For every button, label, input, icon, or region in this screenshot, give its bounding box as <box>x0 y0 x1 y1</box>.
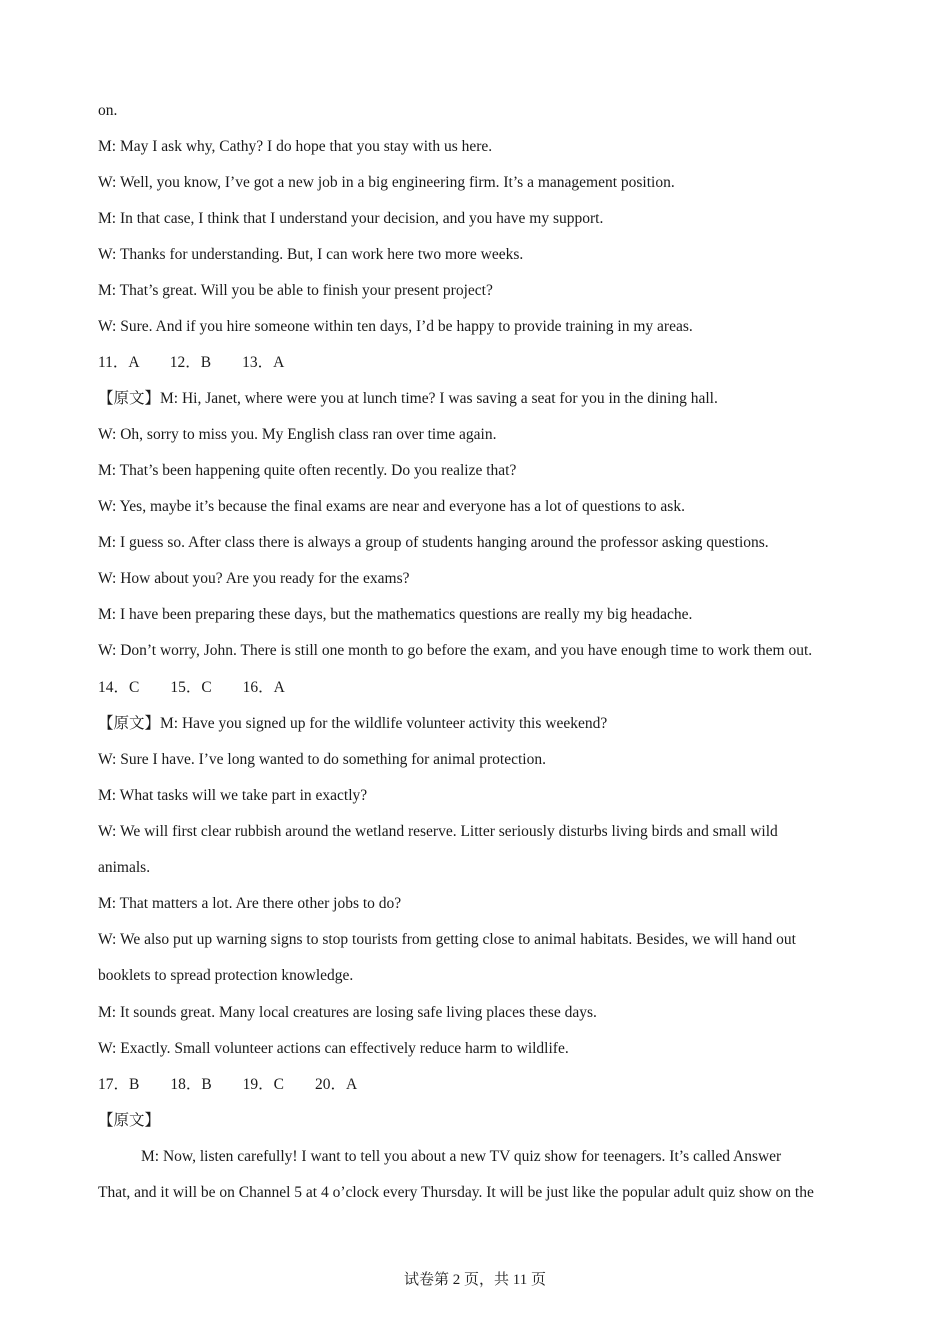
text-line: M: May I ask why, Cathy? I do hope that you stay with us here. <box>98 138 493 155</box>
text-line: W: Sure I have. I’ve long wanted to do something for animal protection. <box>98 751 546 768</box>
text-line: booklets to spread protection knowledge. <box>98 967 354 984</box>
transcript-start: 【原文】M: Have you signed up for the wildlife volunteer activity this weekend? <box>98 715 608 732</box>
text-line: W: Oh, sorry to miss you. My English class ran over time again. <box>98 426 497 443</box>
page-footer: 试卷第 2 页，共 11 页 <box>404 1272 546 1288</box>
text-line: W: Thanks for understanding. But, I can work here two more weeks. <box>98 246 524 263</box>
text-line: M: Now, listen carefully! I want to tell you about a new TV quiz show for teenagers. It’s called Answer <box>141 1148 782 1165</box>
transcript-start: 【原文】M: Hi, Janet, where were you at lunch time? I was saving a seat for you in the dining hall. <box>98 390 718 407</box>
text-line: W: Sure. And if you hire someone within ten days, I’d be happy to provide training in my areas. <box>98 318 693 335</box>
text-line: W: Exactly. Small volunteer actions can effectively reduce harm to wildlife. <box>98 1040 569 1057</box>
text-line: W: Well, you know, I’ve got a new job in a big engineering firm. It’s a management position. <box>98 174 675 191</box>
text-line: That, and it will be on Channel 5 at 4 o’clock every Thursday. It will be just like the popular adult quiz show on the <box>98 1184 814 1201</box>
text-line: M: That matters a lot. Are there other jobs to do? <box>98 895 402 912</box>
text-line: M: What tasks will we take part in exactly? <box>98 787 368 804</box>
answer-key-line: 17．B 18．B 19．C 20．A <box>98 1076 358 1093</box>
text-line: M: That’s been happening quite often recently. Do you realize that? <box>98 462 517 479</box>
transcript-label: 【原文】 <box>98 1112 161 1129</box>
text-line: W: We will first clear rubbish around the wetland reserve. Litter seriously disturbs living birds and small wild <box>98 823 778 840</box>
text-line: M: I have been preparing these days, but the mathematics questions are really my big headache. <box>98 606 693 623</box>
text-line: M: That’s great. Will you be able to finish your present project? <box>98 282 493 299</box>
answer-key-line: 11．A 12．B 13．A <box>98 354 285 371</box>
text-line: M: I guess so. After class there is always a group of students hanging around the professor asking questions. <box>98 534 769 551</box>
text-line: on. <box>98 102 118 119</box>
text-line: M: It sounds great. Many local creatures are losing safe living places these days. <box>98 1004 597 1021</box>
text-line: W: How about you? Are you ready for the exams? <box>98 570 410 587</box>
text-line: M: In that case, I think that I understand your decision, and you have my support. <box>98 210 604 227</box>
text-line: W: We also put up warning signs to stop tourists from getting close to animal habitats. Besides, we will hand out <box>98 931 796 948</box>
text-line: W: Don’t worry, John. There is still one month to go before the exam, and you have enough time to work them out. <box>98 642 813 659</box>
answer-key-line: 14．C 15．C 16．A <box>98 679 285 696</box>
text-line: animals. <box>98 859 151 876</box>
text-line: W: Yes, maybe it’s because the final exams are near and everyone has a lot of questions to ask. <box>98 498 685 515</box>
